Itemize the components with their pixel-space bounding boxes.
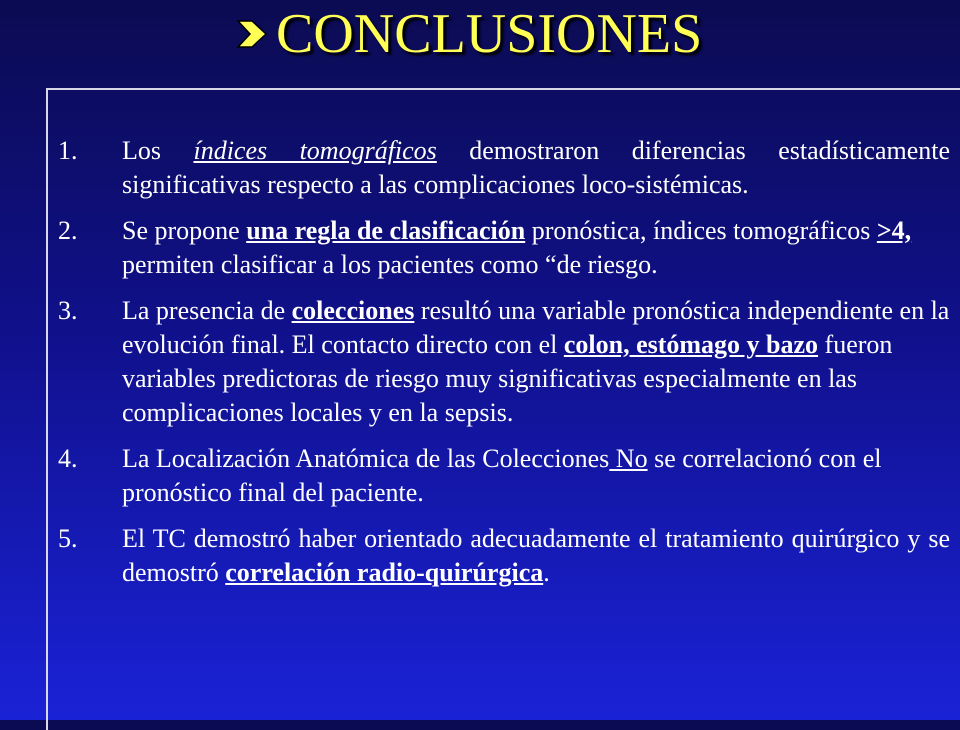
slide-title xyxy=(236,2,702,66)
list-item xyxy=(58,294,950,430)
item-number: 4. xyxy=(58,444,78,473)
arrow-bullet-icon xyxy=(236,15,270,53)
list-item xyxy=(58,522,950,590)
conclusions-list xyxy=(58,134,950,602)
item-text: El TC demostró haber orientado adecuadamente el tratamiento quirúrgico y se demostró correlación radio-quirúrgica. xyxy=(122,524,950,587)
item-text: Los índices tomográficos demostraron diferencias estadísticamente significativas respecto a las complicaciones loco-sistémicas. xyxy=(122,136,951,199)
item-number: 5. xyxy=(58,524,78,553)
item-number: 2. xyxy=(58,216,78,245)
item-text: La presencia de colecciones resultó una variable pronóstica independiente en la evolución final. El contacto directo con el colon, estómago y bazo fueron variables predictoras de riesgo muy significativas especialmente en las complicaciones locales y en la sepsis. xyxy=(122,296,950,427)
list-item xyxy=(58,134,950,202)
item-text: Se propone una regla de clasificación pronóstica, índices tomográficos >4, permiten clasificar a los pacientes como “de riesgo. xyxy=(122,216,912,279)
slide-title-text: CONCLUSIONES xyxy=(276,3,703,65)
item-number: 1. xyxy=(58,136,78,165)
list-item xyxy=(58,214,950,282)
item-number: 3. xyxy=(58,296,78,325)
item-text: La Localización Anatómica de las Colecciones No se correlacionó con el pronóstico final del paciente. xyxy=(122,444,882,507)
list-item xyxy=(58,442,950,510)
